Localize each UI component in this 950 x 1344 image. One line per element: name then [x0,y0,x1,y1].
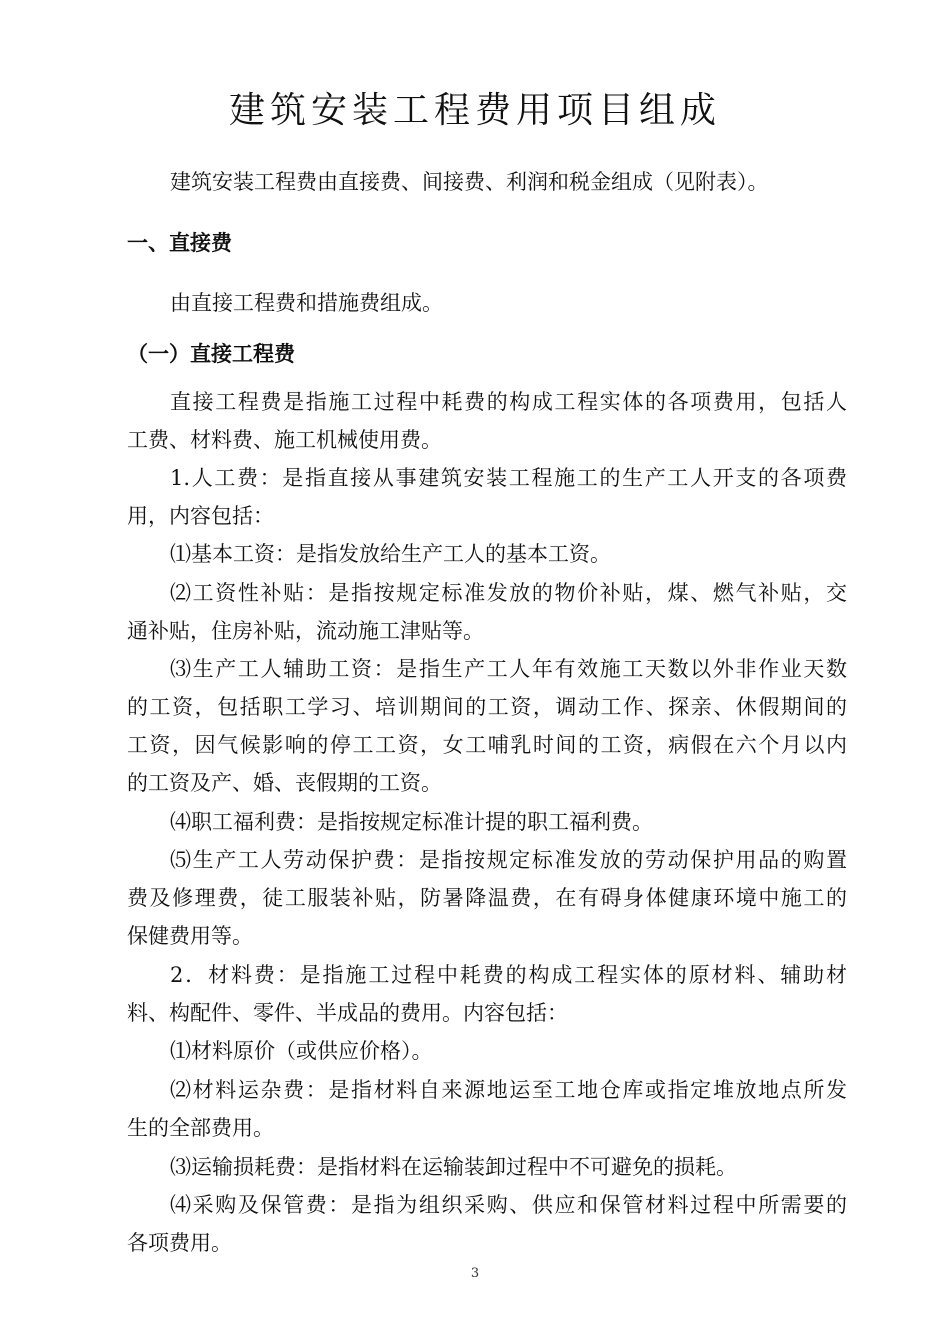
body-line: 用，内容包括： [127,504,274,528]
body-line: 的工资，包括职工学习、培训期间的工资，调动工作、探亲、休假期间的 [127,695,847,719]
body-line: 工费、材料费、施工机械使用费。 [127,428,442,452]
document-title: 建筑安装工程费用项目组成 [228,90,721,131]
subsection-heading: （一）直接工程费 [127,341,295,366]
body-line: 通补贴，住房补贴，流动施工津贴等。 [127,619,484,643]
body-line: 各项费用。 [127,1231,232,1255]
body-line: ⑷职工福利费：是指按规定标准计提的职工福利费。 [170,810,653,834]
body-line: 的工资及产、婚、丧假期的工资。 [127,771,442,795]
section-paragraph: 由直接工程费和措施费组成。 [170,291,443,315]
body-line: ⑴基本工资：是指发放给生产工人的基本工资。 [170,542,611,566]
body-line: 直接工程费是指施工过程中耗费的构成工程实体的各项费用，包括人 [170,390,847,414]
body-line: 2．材料费：是指施工过程中耗费的构成工程实体的原材料、辅助材 [170,963,847,987]
page-number: 3 [470,1266,480,1281]
body-line: 工资，因气候影响的停工工资，女工哺乳时间的工资，病假在六个月以内 [127,733,847,757]
body-line: ⑵工资性补贴：是指按规定标准发放的物价补贴，煤、燃气补贴，交 [170,581,847,605]
body-line: 1.人工费：是指直接从事建筑安装工程施工的生产工人开支的各项费 [170,466,847,490]
body-line: ⑶生产工人辅助工资：是指生产工人年有效施工天数以外非作业天数 [170,657,847,681]
body-line: ⑶运输损耗费：是指材料在运输装卸过程中不可避免的损耗。 [170,1155,737,1179]
body-line: 保健费用等。 [127,924,253,948]
body-line: 生的全部费用。 [127,1116,274,1140]
section-heading-direct-cost: 一、直接费 [127,230,232,255]
body-line: ⑴材料原价（或供应价格）。 [170,1039,433,1063]
body-line: 料、构配件、零件、半成品的费用。内容包括： [127,1001,568,1025]
body-line: 费及修理费，徒工服装补贴，防暑降温费，在有碍身体健康环境中施工的 [127,886,847,910]
intro-paragraph: 建筑安装工程费由直接费、间接费、利润和税金组成（见附表）。 [170,170,769,194]
body-line: ⑸生产工人劳动保护费：是指按规定标准发放的劳动保护用品的购置 [170,848,847,872]
body-line: ⑷采购及保管费：是指为组织采购、供应和保管材料过程中所需要的 [170,1193,847,1217]
body-line: ⑵材料运杂费：是指材料自来源地运至工地仓库或指定堆放地点所发 [170,1078,847,1102]
